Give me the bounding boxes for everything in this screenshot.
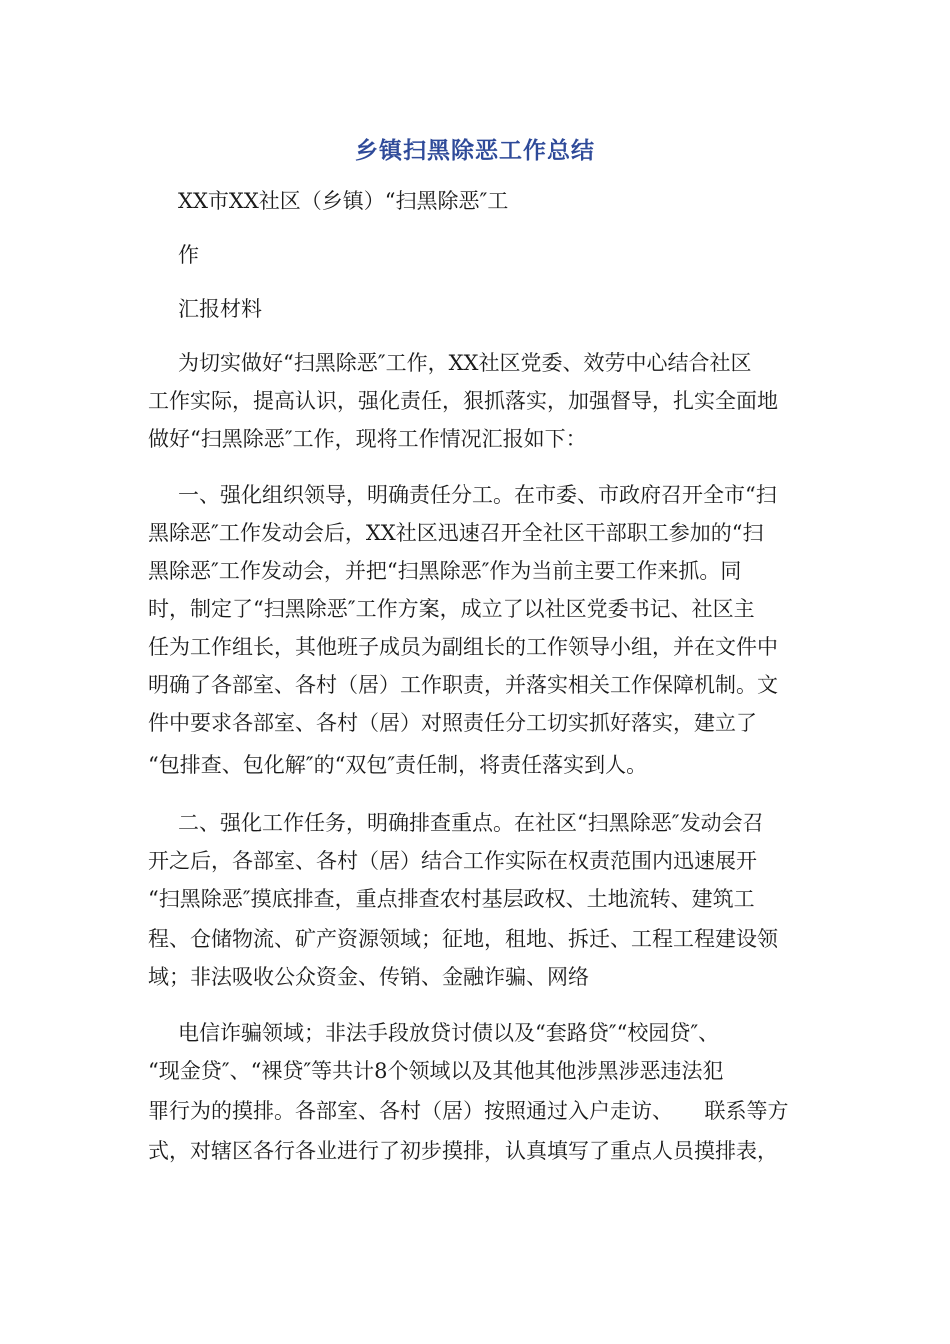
text-line: “扫黑除恶″摸底排查，重点排查农村基层政权、土地流转、建筑工 [148,887,755,911]
text-line: 二、强化工作任务，明确排查重点。在社区“扫黑除恶″发动会召 [178,811,764,835]
text-line: 罪行为的摸排。各部室、各村（居）按照通过入户走访、 联系等方 [148,1099,789,1123]
text-line: 式，对辖区各行各业进行了初步摸排，认真填写了重点人员摸排表， [148,1139,778,1163]
text-line: “现金贷″、“裸贷″等共计8个领域以及其他其他涉黑涉恶违法犯 [148,1059,724,1083]
text-line: 为切实做好“扫黑除恶″工作，XX社区党委、效劳中心结合社区 [178,351,752,375]
text-line: 作 [178,243,199,267]
text-line: 时，制定了“扫黑除恶″工作方案，成立了以社区党委书记、社区主 [148,597,755,621]
text-line: “包排查、包化解″的“双包″责任制，将责任落实到人。 [148,753,648,777]
text-line: XX市XX社区（乡镇）“扫黑除恶″工 [178,189,509,213]
text-line: 一、强化组织领导，明确责任分工。在市委、市政府召开全市“扫 [178,483,777,507]
text-line: 工作实际，提高认识，强化责任，狠抓落实，加强督导，扎实全面地 [148,389,778,413]
text-line: 黑除恶″工作发动会后，XX社区迅速召开全社区干部职工参加的“扫 [148,521,764,545]
text-line: 汇报材料 [178,297,262,321]
text-line: 电信诈骗领域；非法手段放贷讨债以及“套路贷″“校园贷″、 [178,1021,720,1045]
text-line: 域；非法吸收公众资金、传销、金融诈骗、网络 [148,965,589,989]
text-line: 程、仓储物流、矿产资源领域；征地，租地、拆迁、工程工程建设领 [148,927,778,951]
text-line: 开之后，各部室、各村（居）结合工作实际在权责范围内迅速展开 [148,849,757,873]
text-line: 明确了各部室、各村（居）工作职责，并落实相关工作保障机制。文 [148,673,778,697]
text-line: 件中要求各部室、各村（居）对照责任分工切实抓好落实，建立了 [148,711,757,735]
text-line: 做好“扫黑除恶″工作，现将工作情况汇报如下： [148,427,587,451]
document-title: 乡镇扫黑除恶工作总结 [355,138,595,164]
text-line: 任为工作组长，其他班子成员为副组长的工作领导小组，并在文件中 [148,635,778,659]
text-line: 黑除恶″工作发动会，并把“扫黑除恶″作为当前主要工作来抓。同 [148,559,742,583]
